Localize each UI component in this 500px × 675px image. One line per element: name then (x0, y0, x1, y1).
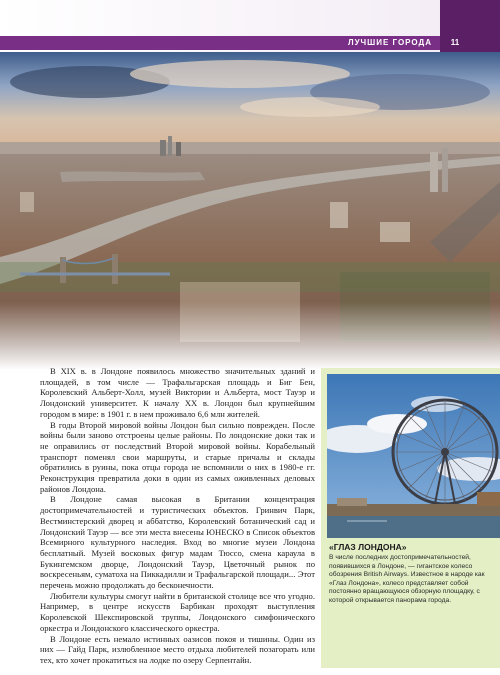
sidebar-text: В числе последних достопримечательностей, появившихся в Лондоне, — гигантское колесо обозрения British Airways. Известное в народе как «Глаз Лондона», колесо представляет собой постоянно вращающуюся обзорную площадку, с которой открывается панорама города. (329, 554, 485, 604)
sidebar-box (321, 368, 500, 668)
london-aerial-photo (0, 52, 500, 370)
london-eye-photo (327, 374, 500, 538)
article-body (40, 366, 315, 666)
article-paragraph: В Лондоне самая высокая в Британии концентрация достопримечательностей и туристических объектов. Гринвич Парк, Вестминстерский дворец и аббатство, Королевский ботанический сад и Лондонский Тауэр — все эти места внесены ЮНЕСКО в Список объектов Всемирного культурного наследия. Вход во многие музеи Лондона бесплатный. Музей восковых фигур мадам Тюссо, смена караула в Букингемском дворце, Лондонский Тауэр, Цветочный рынок по воскресеньям, суматоха на Пиккадилли и Трафальгарской площади... Этот перечень можно продолжать до бесконечности. (40, 494, 315, 591)
article-paragraph: В XIX в. в Лондоне появилось множество значительных зданий и площадей, в том числе — Трафальгарская площадь и Биг Бен, Королевский Альберт-Холл, музей Виктории и Альберта, мост Тауэр и Лондонский университет. К началу XX в. Лондон был крупнейшим городом в мире: в 1901 г. в нем проживало 6,6 млн жителей. (40, 366, 315, 419)
sidebar-title: «ГЛАЗ ЛОНДОНА» (329, 542, 407, 552)
page-number: 11 (450, 38, 460, 47)
article-paragraph: В годы Второй мировой войны Лондон был сильно поврежден. После войны были заново отстроены целые районы. По лондонские доки так и не оправились от последствий Второй мировой войны. Корабельный транспорт поменял свои маршруты, и старые причалы и склады обратились в руины, пока отцы города не вспомнили о них в 1980-е гг. Реконструкция превратила доки в один из самых оживленных деловых районов Лондона. (40, 419, 315, 494)
section-title: ЛУЧШИЕ ГОРОДА (347, 38, 432, 47)
article-paragraph: В Лондоне есть немало истинных оазисов покоя и тишины. Один из них — Гайд Парк, излюбленное место отдыха любителей позагорать или тех, кто хочет прокатиться на лодке по озеру Серпентайн. (40, 633, 315, 665)
article-paragraph: Любители культуры смогут найти в британской столице все что угодно. Например, в центре искусств Барбикан проходят выступления Королевской Шекспировской труппы, Лондонского симфонического оркестра и Лондонского классического оркестра. (40, 590, 315, 633)
